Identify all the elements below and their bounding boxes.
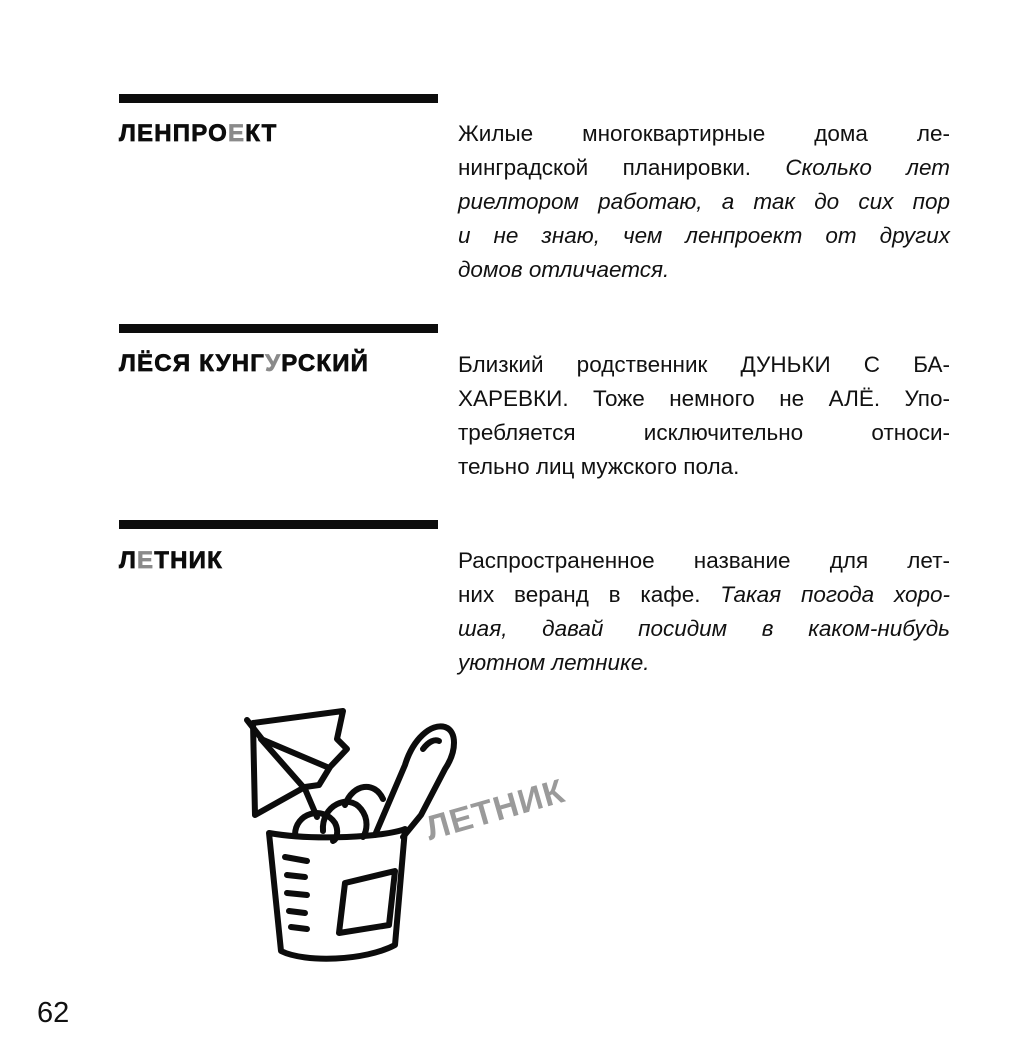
entry-definition <box>458 544 950 680</box>
definition-text: ХАРЕВКИ. Тоже немного не АЛЁ. Упо- <box>458 386 950 411</box>
definition-line <box>458 544 950 578</box>
entry-divider <box>119 520 438 529</box>
stressed-letter: Е <box>137 547 155 574</box>
entry-definition <box>458 348 950 484</box>
term-text: ЛЕНПРО <box>119 120 228 147</box>
definition-line <box>458 185 950 219</box>
example-text: уютном летнике. <box>458 650 650 675</box>
example-text: Сколько лет <box>785 155 950 180</box>
page-number: 62 <box>37 997 70 1029</box>
stressed-letter: Е <box>228 120 246 147</box>
definition-line <box>458 348 950 382</box>
term-text: Л <box>119 547 138 574</box>
entry-divider <box>119 324 438 333</box>
term-text: ЛЁСЯ КУНГ <box>119 350 266 377</box>
definition-text: Близкий родственник ДУНЬКИ С БА- <box>458 352 950 377</box>
illustration-stamp: ЛЕТНИК <box>421 772 570 849</box>
example-text: Такая погода хоро- <box>720 582 951 607</box>
entry-term <box>119 120 278 148</box>
entry-divider <box>119 94 438 103</box>
umbrella-icon <box>253 711 347 815</box>
definition-line <box>458 253 950 287</box>
definition-line <box>458 450 950 484</box>
definition-text: нинградской планировки. <box>458 155 786 180</box>
term-text: РСКИЙ <box>281 350 370 377</box>
definition-text: них веранд в кафе. <box>458 582 721 607</box>
definition-line <box>458 578 950 612</box>
term-text: ТНИК <box>154 547 223 574</box>
definition-text: Жилые многоквартирные дома ле- <box>458 121 950 146</box>
definition-line <box>458 151 950 185</box>
definition-line <box>458 219 950 253</box>
stressed-letter: У <box>265 350 282 377</box>
example-text: риелтором работаю, а так до сих пор <box>458 189 950 214</box>
example-text: и не знаю, чем ленпроект от других <box>458 223 950 248</box>
definition-line <box>458 416 950 450</box>
entry-term <box>119 547 223 575</box>
definition-line <box>458 117 950 151</box>
definition-line <box>458 382 950 416</box>
definition-line <box>458 646 950 680</box>
entry-term <box>119 350 369 378</box>
entry-definition <box>458 117 950 287</box>
definition-text: требляется исключительно относи- <box>458 420 950 445</box>
definition-text: Распространенное название для лет- <box>458 548 950 573</box>
term-text: КТ <box>245 120 278 147</box>
definition-line <box>458 612 950 646</box>
definition-text: тельно лиц мужского пола. <box>458 454 740 479</box>
example-text: шая, давай посидим в каком-нибудь <box>458 616 950 641</box>
example-text: домов отличается. <box>458 257 670 282</box>
